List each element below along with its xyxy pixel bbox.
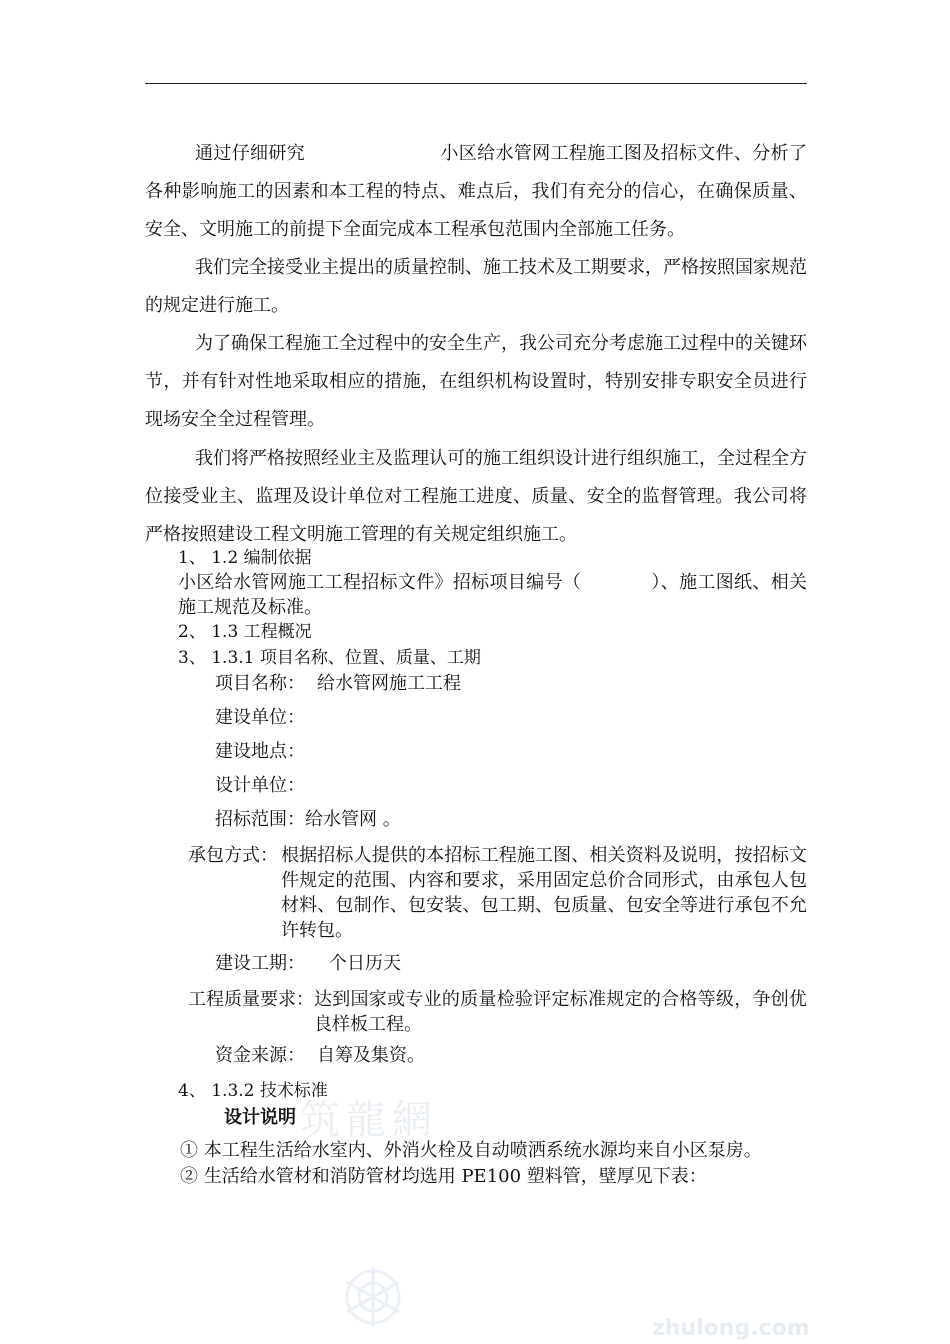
funding-label: 资金来源：: [215, 1045, 305, 1066]
design-item-2: ② 生活给水管材和消防管材均选用 PE100 塑料管，壁厚见下表：: [180, 1166, 707, 1187]
design-item-1: ① 本工程生活给水室内、外消火栓及自动喷洒系统水源均来自小区泵房。: [180, 1140, 762, 1161]
project-name-row: [215, 675, 461, 693]
intro-paragraph-3: 为了确保工程施工全过程中的安全生产，我公司充分考虑施工过程中的关键环节，并有针对性地采取相应的措施，在组织机构设置时，特别安排专职安全员进行现场安全全过程管理。: [145, 333, 807, 430]
snowflake-logo-icon: [338, 1262, 408, 1332]
project-scope-row: [215, 811, 401, 829]
heading-tech-standards: 4、 1.3.2 技术标准: [178, 1081, 328, 1101]
intro-p1-rest: 小区给水管网工程施工图及招标文件、分析了各种影响施工的因素和本工程的特点、难点后，我们有充分的信心，在确保质量、安全、文明施工的前提下全面完成本工程承包范围内全部施工任务。: [145, 143, 807, 240]
duration-label: 建设工期：: [215, 953, 305, 974]
project-location-label: 建设地点：: [215, 741, 305, 762]
project-scope-label: 招标范围：: [215, 809, 305, 830]
contract-value: 根据招标人提供的本招标工程施工图、相关资料及说明，按招标文件规定的范围、内容和要求，采用固定总价合同形式，由承包人包材料、包制作、包安装、包工期、包质量、包安全等进行承包不允许转包。: [281, 845, 807, 941]
intro-p1-start: 通过仔细研究: [195, 143, 306, 164]
funding-row: [215, 1047, 425, 1065]
watermark-text: 筑龍網: [300, 1097, 438, 1143]
project-scope-value: 给水管网 。: [305, 809, 401, 830]
basis-paragraph: [178, 570, 807, 620]
intro-paragraph-1: [145, 135, 807, 249]
project-name-value: 给水管网施工工程: [317, 673, 461, 694]
project-designer-label: 设计单位：: [215, 775, 305, 796]
heading-overview: 2、 1.3 工程概况: [178, 622, 312, 642]
quality-label: 工程质量要求：: [188, 989, 314, 1010]
project-name-label: 项目名称：: [215, 673, 305, 694]
duration-row: [215, 955, 401, 973]
heading-basis: 1、 1.2 编制依据: [178, 548, 312, 568]
quality-value: 达到国家或专业的质量检验评定标准规定的合格等级，争创优良样板工程。: [314, 989, 807, 1035]
project-owner-label: 建设单位：: [215, 707, 305, 728]
heading-project-info: 3、 1.3.1 项目名称、位置、质量、工期: [178, 648, 481, 668]
basis-text-b: ）、施工图纸、相关施工规范及标准。: [178, 572, 808, 618]
intro-paragraph-2: 我们完全接受业主提出的质量控制、施工技术及工期要求，严格按照国家规范的规定进行施工。: [145, 257, 807, 316]
funding-value: 自筹及集资。: [317, 1045, 425, 1066]
watermark-url: zhulong.com: [652, 1316, 810, 1341]
header-rule: [145, 83, 807, 84]
design-title: 设计说明: [224, 1107, 296, 1128]
contract-label: 承包方式：: [188, 845, 278, 866]
basis-text-a: 小区给水管网施工工程招标文件》招标项目编号（: [178, 572, 582, 593]
duration-value: 个日历天: [329, 953, 401, 974]
intro-paragraph-4: 我们将严格按照经业主及监理认可的施工组织设计进行组织施工，全过程全方位接受业主、监理及设计单位对工程施工进度、质量、安全的监督管理。我公司将严格按照建设工程文明施工管理的有关规定组织施工。: [145, 448, 807, 545]
